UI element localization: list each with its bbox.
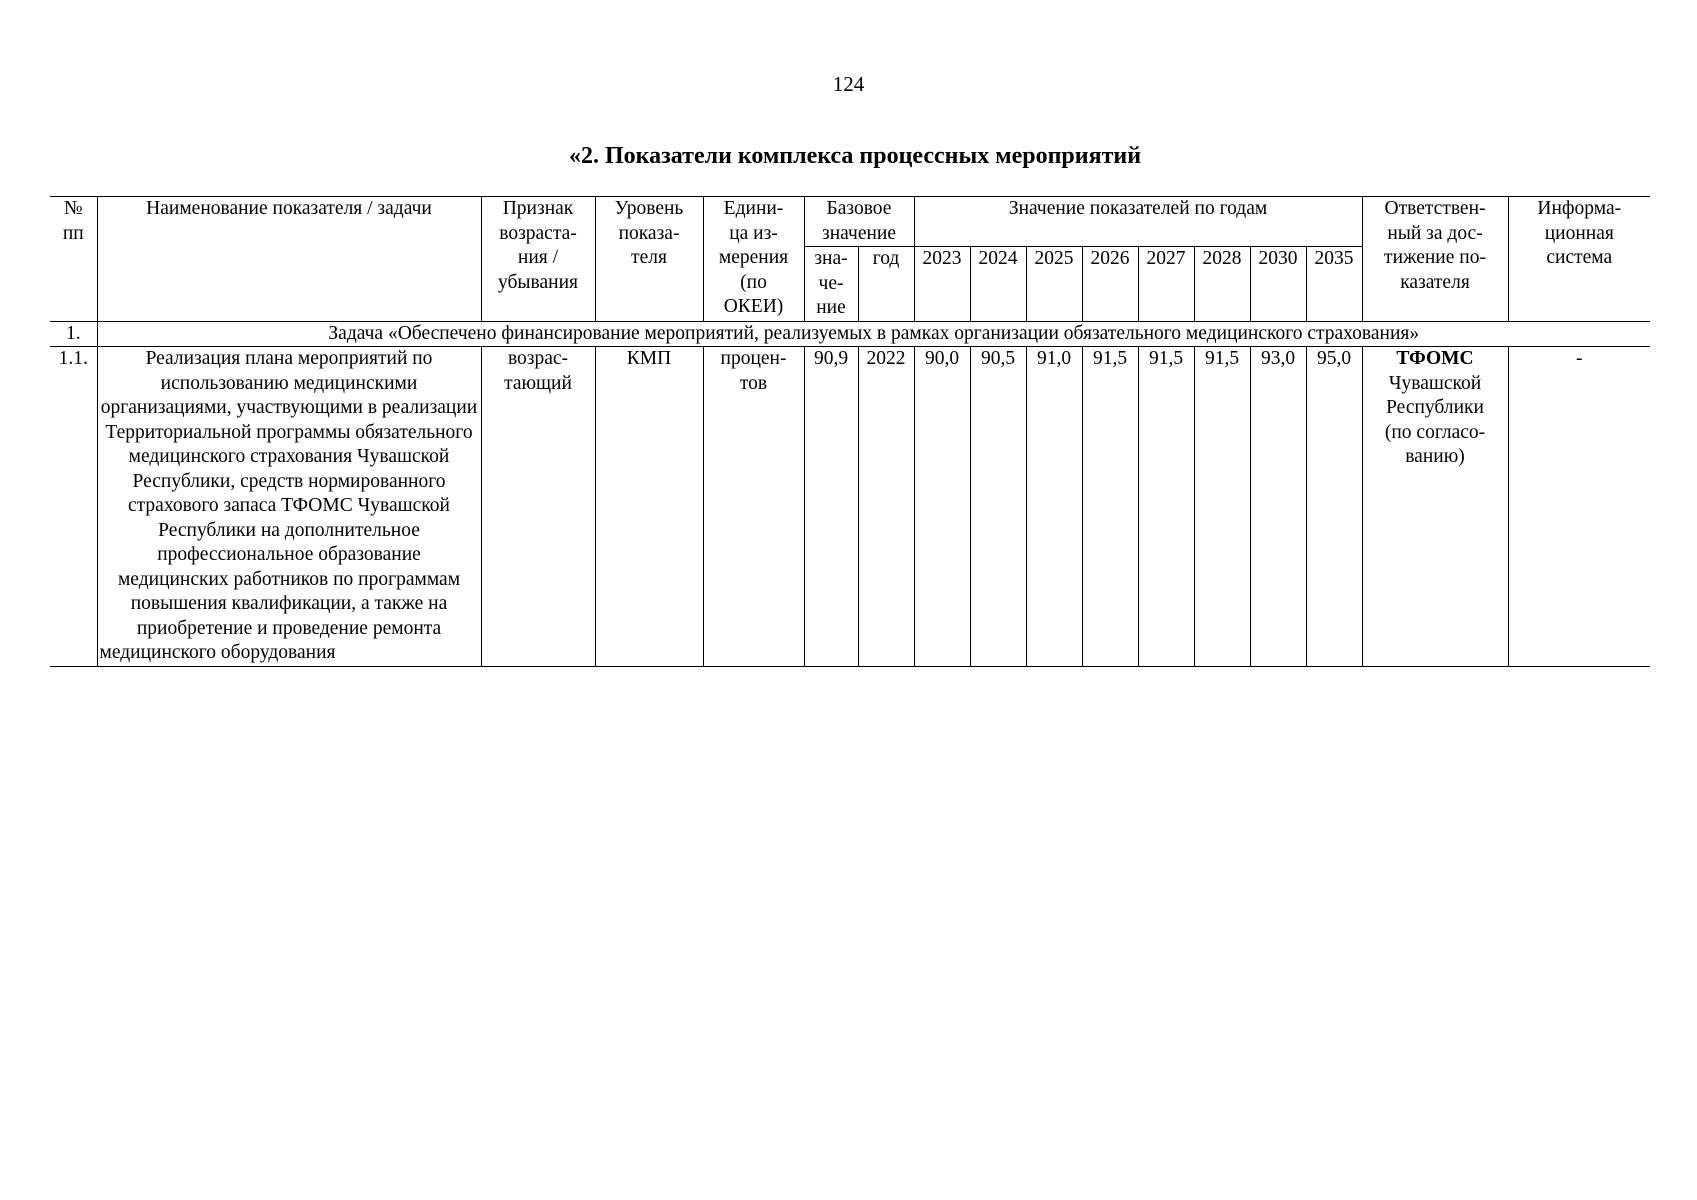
- indicator-base-year: 2022: [858, 347, 914, 667]
- header-row-1: [50, 197, 1650, 247]
- indicator-value-2035: 95,0: [1306, 347, 1362, 667]
- indicator-row: [50, 347, 1650, 667]
- task-num: 1.: [50, 321, 97, 347]
- indicator-value-2025: 91,0: [1026, 347, 1082, 667]
- header-year-2027: 2027: [1138, 247, 1194, 322]
- indicators-table: [50, 196, 1650, 667]
- header-name: Наименование показателя / задачи: [97, 197, 481, 322]
- header-unit: Едини- ца из- мерения (по ОКЕИ): [703, 197, 804, 322]
- header-year-2026: 2026: [1082, 247, 1138, 322]
- header-year-2030: 2030: [1250, 247, 1306, 322]
- indicator-info-system: -: [1508, 347, 1650, 667]
- indicator-value-2030: 93,0: [1250, 347, 1306, 667]
- header-base-year: год: [858, 247, 914, 322]
- header-year-2025: 2025: [1026, 247, 1082, 322]
- indicator-name: Реализация плана мероприятий по использованию медицинскими организациями, участвующими в реализации Территориальной программы обязательного медицинского страхования Чувашской Республики, средств нормированного страхового запаса ТФОМС Чувашской Республики на дополнительное профессиональное образование медицинских работников по программам повышения квалификации, а также на приобретение и проведение ремонта медицинского оборудования: [97, 347, 481, 667]
- indicator-responsible: ТФОМС Чувашской Республики (по согласо- ванию): [1362, 347, 1508, 667]
- header-year-2028: 2028: [1194, 247, 1250, 322]
- header-level: Уровень показа- теля: [595, 197, 703, 322]
- task-text: Задача «Обеспечено финансирование мероприятий, реализуемых в рамках организации обязательного медицинского страхования»: [97, 321, 1650, 347]
- header-trend: Признак возраста- ния / убывания: [481, 197, 595, 322]
- header-base-value: зна- че- ние: [804, 247, 858, 322]
- header-values-by-year: Значение показателей по годам: [914, 197, 1362, 247]
- header-responsible: Ответствен- ный за дос- тижение по- казателя: [1362, 197, 1508, 322]
- indicator-value-2027: 91,5: [1138, 347, 1194, 667]
- header-num: № пп: [50, 197, 97, 322]
- page-number: 124: [832, 72, 865, 96]
- header-year-2024: 2024: [970, 247, 1026, 322]
- header-info-system: Информа- ционная система: [1508, 197, 1650, 322]
- indicator-base-value: 90,9: [804, 347, 858, 667]
- indicator-trend: возрас- тающий: [481, 347, 595, 667]
- indicator-value-2023: 90,0: [914, 347, 970, 667]
- indicator-value-2024: 90,5: [970, 347, 1026, 667]
- header-year-2035: 2035: [1306, 247, 1362, 322]
- indicator-value-2026: 91,5: [1082, 347, 1138, 667]
- section-title: «2. Показатели комплекса процессных мероприятий: [569, 143, 1142, 169]
- indicator-unit: процен- тов: [703, 347, 804, 667]
- header-base: Базовое значение: [804, 197, 914, 247]
- indicator-num: 1.1.: [50, 347, 97, 667]
- header-year-2023: 2023: [914, 247, 970, 322]
- indicator-level: КМП: [595, 347, 703, 667]
- indicator-value-2028: 91,5: [1194, 347, 1250, 667]
- task-row: [50, 321, 1650, 347]
